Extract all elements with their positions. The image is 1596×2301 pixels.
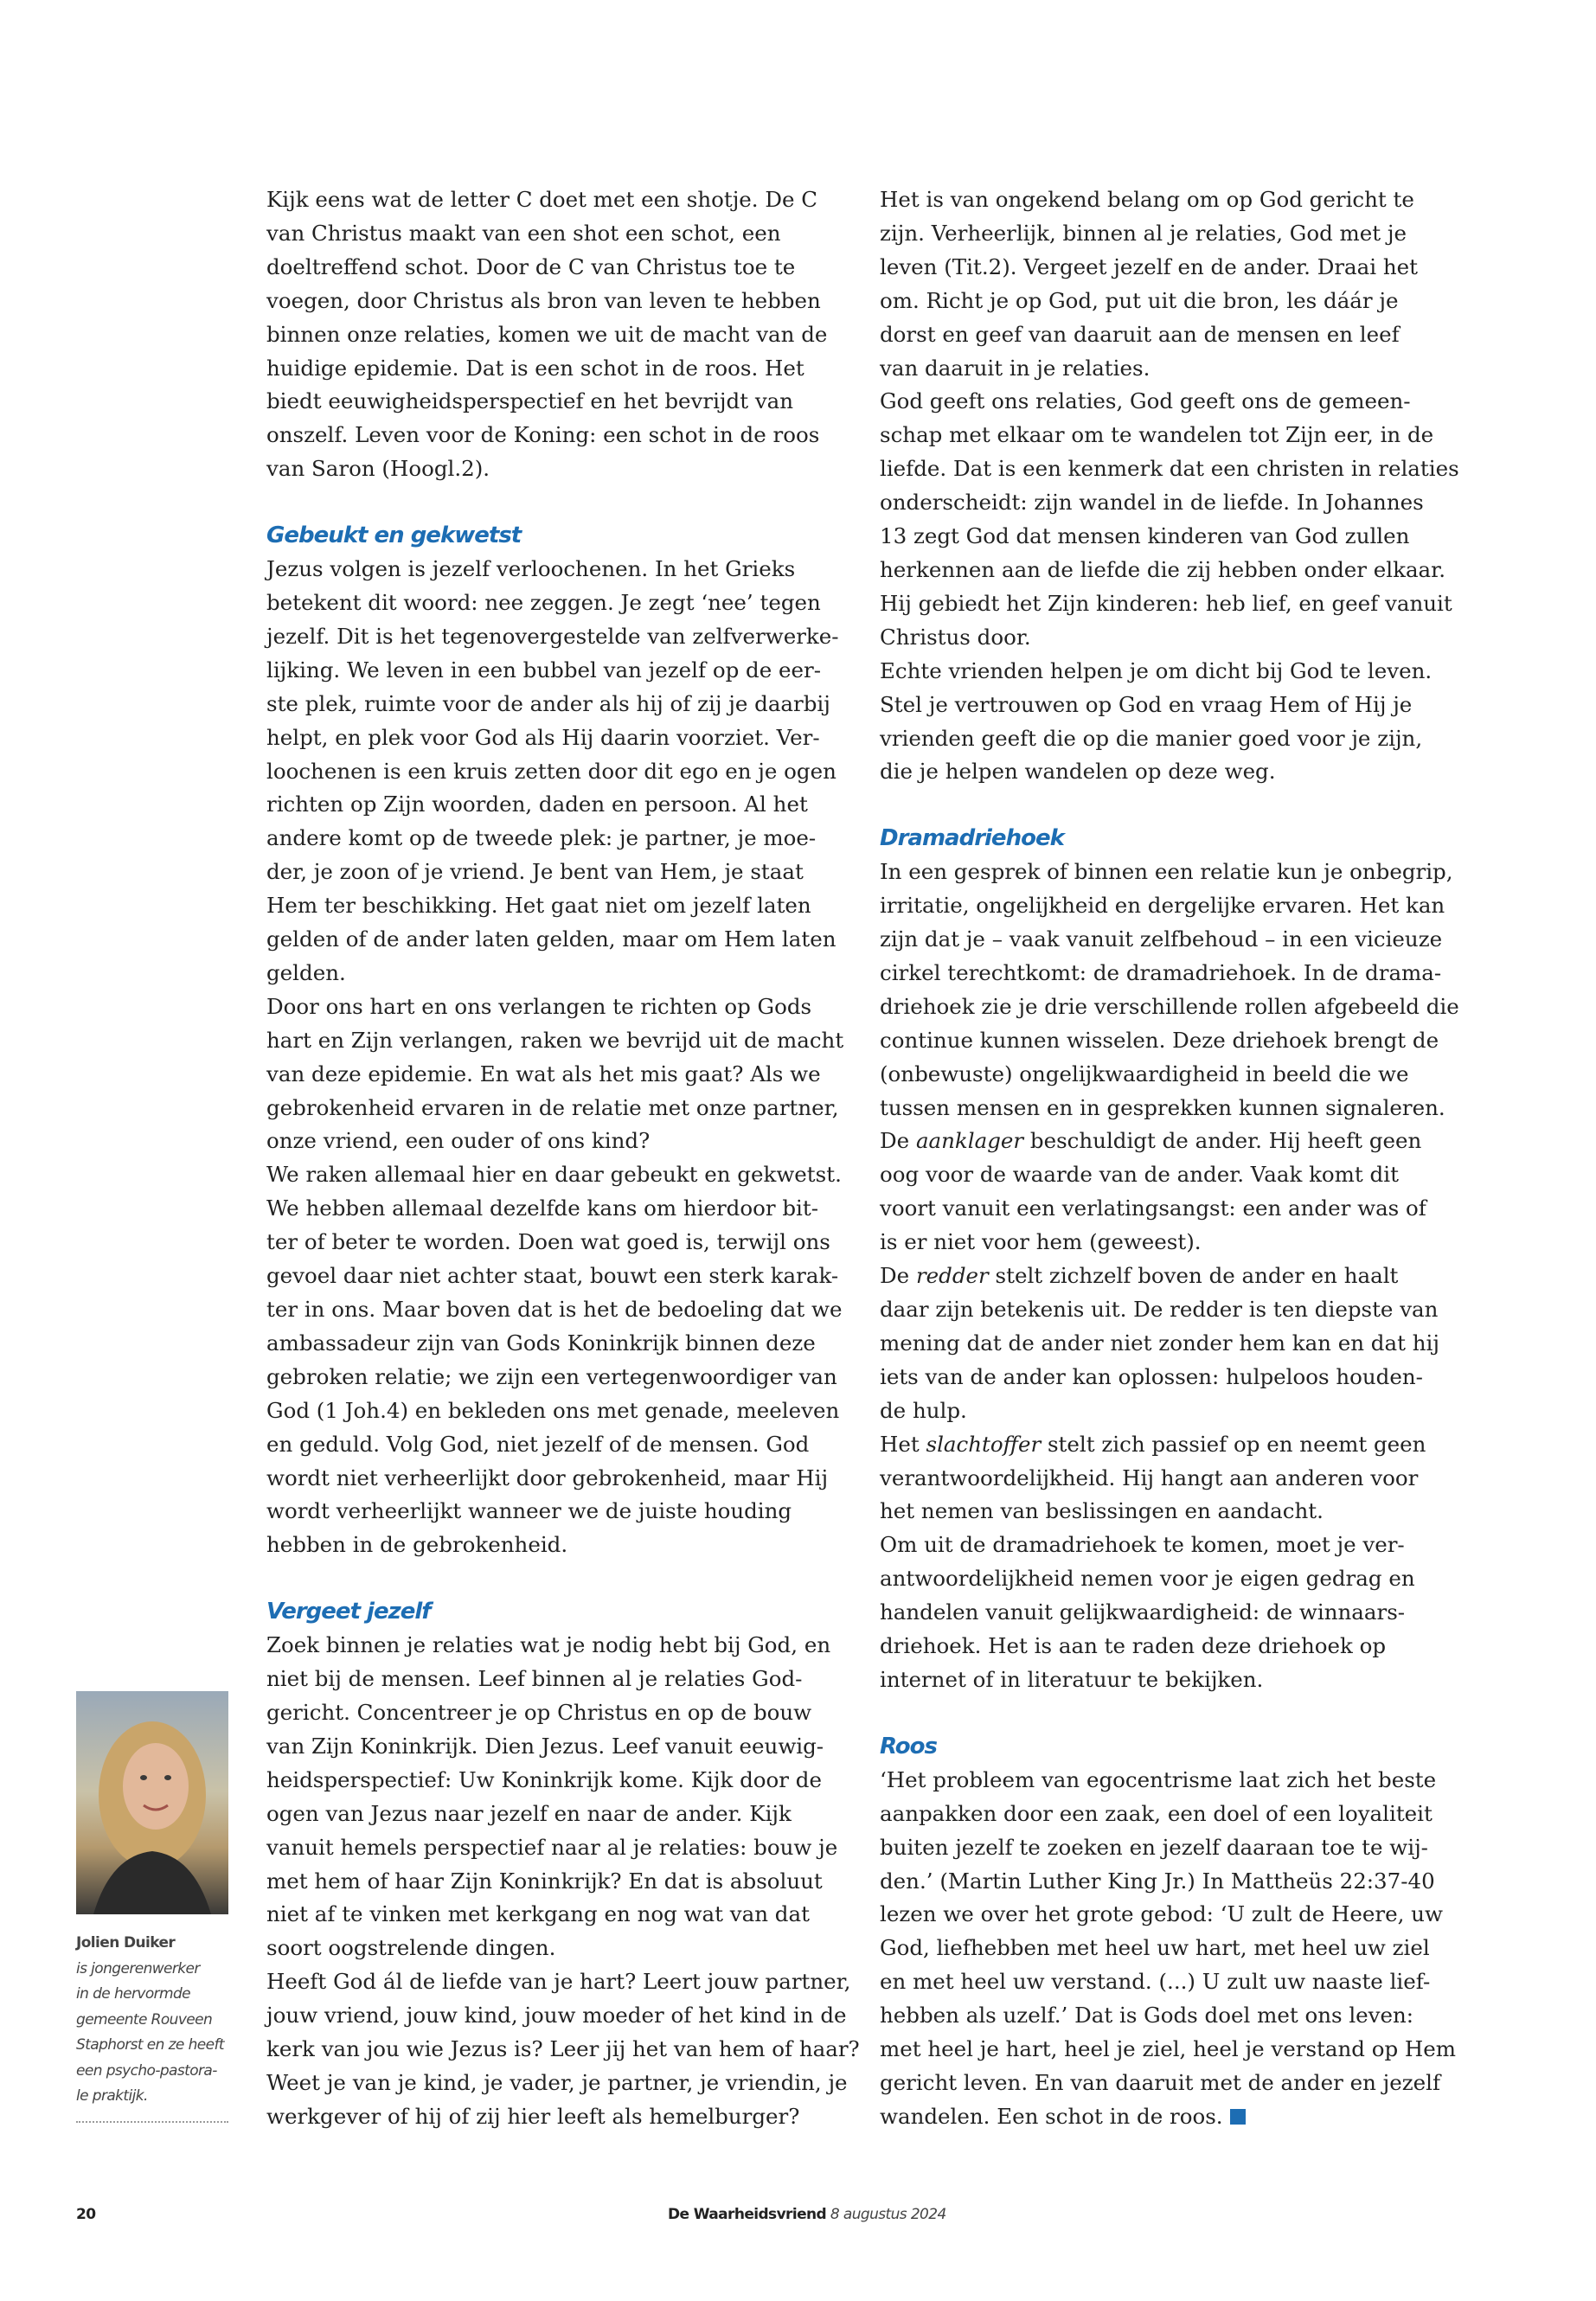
text-run: Kijk eens wat de letter C doet met een shotje. De C van Christus maakt van een shot een schot, een doeltreffend schot. Door de C van Christus toe te voegen, door Christus als bron van leven te hebben binnen onze relaties, komen we uit de macht van de huidige epidemie. Dat is een schot in de roos. Het biedt eeuwigheidsperspectief en het bevrijdt van onszelf. Leven voor de Koning: een schot in de roos van Saron (Hoogl.2). xyxy=(266,187,828,482)
paragraph xyxy=(880,1529,1468,1697)
text-run: De xyxy=(880,1128,916,1154)
text-run: Heeft God ál de liefde van je hart? Leert jouw partner, jouw vriend, jouw kind, jouw moeder of het kind in de kerk van jou wie Jezus is? Leer jij het van hem of haar? Weet je van je kind, je vader, je partner, je vriendin, je werkgever of hij of zij hier leeft als hemelburger? xyxy=(266,1969,860,2129)
author-caption xyxy=(76,1931,230,2110)
text-run: Door ons hart en ons verlangen te richten op Gods hart en Zijn verlangen, raken we bevrijd uit de macht van deze epidemie. En wat als het mis gaat? Als we gebrokenheid ervaren in de relatie met onze partner, onze vriend, een ouder of ons kind? xyxy=(266,993,844,1154)
paragraph xyxy=(880,1259,1468,1428)
publication-date: 8 augustus 2024 xyxy=(830,2206,946,2223)
paragraph xyxy=(266,1158,855,1562)
text-run: Jezus volgen is jezelf verloochenen. In het Grieks betekent dit woord: nee zeggen. Je zegt ‘nee’ tegen jezelf. Dit is het tegenovergestelde van zelfverwerke- lijking. We leven in een bubbel van jezelf op de eer- ste plek, ruimte voor de ander als hij of zij je daarbij helpt, en plek voor God als Hij daarin voorziet. Ver- loochenen is een kruis zetten door dit ego en je ogen richten op Zijn woorden, daden en persoon. Al het andere komt op de tweede plek: je partner, je moe- der, je zoon of je vriend. Je bent van Hem, je staat Hem ter beschikking. Het gaat niet om jezelf laten gelden of de ander laten gelden, maar om Hem laten gelden. xyxy=(266,556,839,985)
text-run: In een gesprek of binnen een relatie kun je onbegrip, irritatie, ongelijkheid en dergelijke ervaren. Het kan zijn dat je – vaak vanuit zelfbehoud – in een vicieuze cirkel terechtkomt: de dramadriehoek. In de drama- driehoek zie je drie verschillende rollen afgebeeld die continue kunnen wisselen. Deze driehoek brengt de (onbewuste) ongelijkwaardigheid in beeld die we tussen mensen en in gesprekken kunnen signaleren. xyxy=(880,859,1459,1120)
emphasized-term: aanklager xyxy=(915,1128,1024,1154)
left-column xyxy=(266,183,860,2134)
paragraph xyxy=(880,1428,1468,1529)
text-run: Zoek binnen je relaties wat je nodig hebt bij God, en niet bij de mensen. Leef binnen al je relaties God- gericht. Concentreer je op Christus en op de bouw van Zijn Koninkrijk. Dien Jezus. Leef vanuit eeuwig- heidsperspectief: Uw Koninkrijk kome. Kijk door de ogen van Jezus naar jezelf en naar de ander. Kijk vanuit hemels perspectief naar al je relaties: bouw je met hem of haar Zijn Koninkrijk? En dat is absoluut niet af te vinken met kerkgang en nog wat van dat soort oogstrelende dingen. xyxy=(266,1632,838,1961)
text-run: Om uit de dramadriehoek te komen, moet je ver- antwoordelijkheid nemen voor je eigen gedrag en handelen vanuit gelijkwaardigheid: de winnaars- driehoek. Het is aan te raden deze driehoek op internet of in literatuur te bekijken. xyxy=(880,1532,1415,1692)
paragraph xyxy=(880,1764,1468,2134)
paragraph xyxy=(880,856,1468,1125)
publication-name: De Waarheidsvriend xyxy=(668,2206,827,2223)
right-column xyxy=(880,183,1468,2134)
caption-divider xyxy=(76,2121,228,2123)
end-mark-icon xyxy=(1230,2109,1246,2125)
text-run: De xyxy=(880,1263,916,1289)
author-name: Jolien Duiker xyxy=(76,1934,176,1952)
paragraph xyxy=(880,385,1468,654)
text-run: Het xyxy=(880,1431,926,1457)
text-run: Het is van ongekend belang om op God gericht te zijn. Verheerlijk, binnen al je relaties, God met je leven (Tit.2). Vergeet jezelf en de ander. Draai het om. Richt je op God, put uit die bron, les dáár je dorst en geef van daaruit aan de mensen en leef van daaruit in je relaties. xyxy=(880,187,1419,381)
author-photo xyxy=(76,1691,228,1914)
text-run: God geeft ons relaties, God geeft ons de gemeen- schap met elkaar om te wandelen tot Zijn eer, in de liefde. Dat is een kenmerk dat een christen in relaties onderscheidt: zijn wandel in de liefde. In Johannes 13 zegt God dat mensen kinderen van God zullen herkennen aan de liefde die zij hebben onder elkaar. Hij gebiedt het Zijn kinderen: heb lief, en geef vanuit Christus door. xyxy=(880,388,1459,650)
section-heading: Dramadriehoek xyxy=(880,825,1064,852)
text-run: ‘Het probleem van egocentrisme laat zich het beste aanpakken door een zaak, een doel of een loyaliteit buiten jezelf te zoeken en jezelf daaraan toe te wij- den.’ (Martin Luther King Jr.) In Mattheüs 22:37-40 lezen we over het grote gebod: ‘U zult de Heere, uw God, liefhebben met heel uw hart, met heel uw ziel en met heel uw verstand. (...) U zult uw naaste lief- hebben als uzelf.’ Dat is Gods doel met ons leven: met heel je hart, heel je ziel, heel je verstand op Hem gericht leven. En van daaruit met de ander en jezelf wandelen. Een schot in de roos. xyxy=(880,1766,1457,2129)
paragraph xyxy=(266,1965,860,2134)
paragraph xyxy=(880,183,1468,385)
publication-line xyxy=(668,2206,946,2223)
section-heading: Vergeet jezelf xyxy=(266,1599,431,1625)
section-heading: Roos xyxy=(880,1733,937,1759)
paragraph xyxy=(266,990,855,1159)
text-run: stelt zichzelf boven de ander en haalt daar zijn betekenis uit. De redder is ten diepste van mening dat de ander niet zonder hem kan en dat hij iets van de ander kan oplossen: hulpeloos houden- de hulp. xyxy=(880,1263,1439,1423)
paragraph xyxy=(266,553,855,990)
page-number: 20 xyxy=(76,2206,96,2223)
paragraph xyxy=(880,1125,1468,1259)
section-heading: Gebeukt en gekwetst xyxy=(266,522,522,549)
text-run: Echte vrienden helpen je om dicht bij God te leven. Stel je vertrouwen op God en vraag Hem of Hij je vrienden geeft die op die manier goed voor je zijn, die je helpen wandelen op deze weg. xyxy=(880,657,1433,785)
text-run: We raken allemaal hier en daar gebeukt en gekwetst. We hebben allemaal dezelfde kans om hierdoor bit- ter of beter te worden. Doen wat goed is, terwijl ons gevoel daar niet achter staat, bouwt een sterk karak- ter in ons. Maar boven dat is het de bedoeling dat we ambassadeur zijn van Gods Koninkrijk binnen deze gebroken relatie; we zijn een vertegenwoordiger van God (1 Joh.4) en bekleden ons met genade, meeleven en geduld. Volg God, niet jezelf of de mensen. God wordt niet verheerlijkt door gebrokenheid, maar Hij wordt verheerlijkt wanneer we de juiste houding hebben in de gebrokenheid. xyxy=(266,1162,843,1558)
emphasized-term: redder xyxy=(915,1263,989,1289)
text-run: stelt zich passief op en neemt geen verantwoordelijkheid. Hij hangt aan anderen voor het nemen van beslissingen en aandacht. xyxy=(880,1431,1426,1524)
paragraph xyxy=(880,655,1468,790)
emphasized-term: slachtoffer xyxy=(926,1431,1042,1457)
text-run: beschuldigt de ander. Hij heeft geen oog voor de waarde van de ander. Vaak komt dit voort vanuit een verlatingsangst: een ander was of is er niet voor hem (geweest). xyxy=(880,1128,1426,1255)
paragraph xyxy=(266,183,855,486)
author-bio: is jongerenwerker in de hervormde gemeente Rouveen Staphorst en ze heeft een psycho-pastora- le praktijk. xyxy=(76,1959,224,2105)
paragraph xyxy=(266,1629,855,1965)
